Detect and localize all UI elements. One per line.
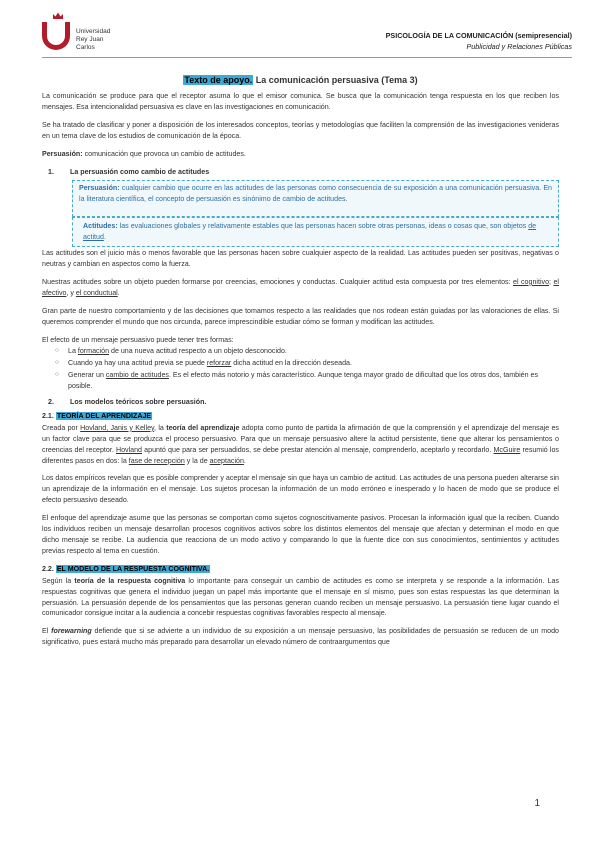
p2-end: .	[117, 288, 120, 297]
intro-paragraph-1: La comunicación se produce para que el receptor asuma lo que el emisor comunica. Se busca que la comunicación tenga respuesta en los que reciben los mensajes. Esa intencionalidad persuasiva es clave en las investigaciones en comunicación.	[42, 92, 559, 111]
crown-icon	[52, 12, 64, 20]
link-hovland-janis-kelley[interactable]: Hovland, Janis y Kelley	[80, 423, 155, 432]
p8-bold: teoría de la respuesta cognitiva	[74, 576, 186, 585]
header-divider	[42, 57, 572, 58]
paragraph-elementos	[42, 277, 559, 299]
page-number: 1	[534, 798, 540, 809]
section-number: 1.	[48, 167, 54, 176]
definition-box-persuasion	[72, 180, 559, 217]
paragraph-forewarning	[42, 626, 559, 648]
persuasion-definition	[42, 149, 559, 160]
p5-text: y la de	[184, 456, 210, 465]
list-item	[68, 370, 559, 392]
paragraph-enfoque: El enfoque del aprendizaje asume que las personas se comportan como sujetos cognoscitivamente pasivos. Procesan la información igual que la reciben. Cuando los individuos reciben un mensaje desarrollan procesos cognitivos activos sobre los distintos elementos del mensaje que afectan y determinan el modo en que dicho mensaje se recibe. La audiencia que reacciona de un modo activo y comparando lo que la fuente dice con sus conocimientos, sentimientos y actitudes previas respecto al tema en cuestión.	[42, 514, 559, 555]
p5-bold: teoría del aprendizaje	[166, 423, 240, 432]
item-text: Cuando ya hay una actitud previa se puede	[68, 359, 207, 368]
title-highlight: Texto de apoyo.	[184, 75, 253, 85]
p5-text: Creada por	[42, 423, 81, 432]
section-2-heading	[42, 397, 559, 408]
def-label: Persuasión:	[42, 149, 83, 158]
item-text: dicha actitud en la dirección deseada.	[231, 359, 352, 368]
paragraph-comportamiento: Gran parte de nuestro comportamiento y de las decisiones que tomamos respecto a las realidades que nos rodean están guiadas por las valoraciones de ellas. Si queremos comprender el mundo que nos circunda, parece imprescindible estudiar cómo se forman y modifican las actitudes.	[42, 306, 559, 326]
subsection-number: 2.1.	[42, 411, 54, 420]
p5-text: resumió los diferentes pasos en dos: la	[42, 445, 559, 465]
p8-text: lo importante para conseguir un cambio de actitudes es como se interpreta y se responde a la información. Las respuestas cognitivas que genera el individuo juegan un papel más importante que el mensaje en sí mismo, pues son estas respuestas las que determinan la persuasión. La persuasión depende de los pensamientos que las personas generan cuando reciben un mensaje persuasivo. La persuasión tiene lugar cuando el comunicador consigue incitar a la audiencia a concebir respuestas cognitivas favorables respecto al mensaje.	[42, 576, 559, 618]
subsection-2-2-heading	[42, 564, 559, 575]
p2-text: Nuestras actitudes sobre un objeto pueden formarse por creencias, emociones y conductas. Cualquier actitud esta compuesta por tres elementos:	[42, 277, 514, 286]
link-conductual[interactable]: el conductual	[75, 288, 118, 297]
subsection-number: 2.2.	[42, 564, 54, 573]
paragraph-datos-empiricos: Los datos empíricos revelan que es posible comprender y aceptar el mensaje sin que haya un cambio de actitud. Las actitudes de una persona pueden alterarse sin un aprendizaje de la información en el mensaje. Los sujetos procesan la información de un modo erróneo e inesperado y lo hacen de modo que se produce el efecto persuasivo deseado.	[42, 474, 559, 505]
effects-list	[42, 346, 559, 392]
section-title: La persuasión como cambio de actitudes	[69, 167, 210, 176]
p2-sep: ;	[549, 277, 554, 286]
subsection-title: TEORÍA DEL APRENDIZAJE	[56, 411, 152, 420]
page-title	[42, 74, 559, 86]
document-body	[42, 74, 559, 655]
box2-label: Actitudes:	[83, 222, 118, 231]
p5-text: , la	[154, 423, 167, 432]
degree-title: Publicidad y Relaciones Públicas	[466, 42, 572, 51]
box2-body: las evaluaciones globales y relativamente estables que las personas hacen sobre otras personas, ideas o cosas que, son objetos	[117, 222, 529, 231]
course-title: PSICOLOGÍA DE LA COMUNICACIÓN (semipresencial)	[385, 31, 572, 40]
paragraph-aprendizaje	[42, 423, 559, 467]
link-reforzar[interactable]: reforzar	[206, 359, 232, 368]
link-cognitivo[interactable]: el cognitivo	[513, 277, 550, 286]
box1-body: cualquier cambio que ocurre en las actitudes de las personas como consecuencia de su exposición a una comunicación persuasiva. En la literatura científica, el concepto de persuasión es sinónimo de cambio de actitudes.	[79, 184, 552, 204]
link-formacion[interactable]: formación	[77, 347, 110, 356]
intro-paragraph-2: Se ha tratado de clasificar y poner a disposición de los interesados conceptos, teorías y metodologías que faciliten la comprensión de las investigaciones venideras en un tema clave de los estudios de comunicación de la época.	[42, 120, 559, 140]
title-rest: La comunicación persuasiva (Tema 3)	[253, 75, 418, 85]
university-logo	[42, 12, 132, 52]
p9-emphasis: forewarning	[51, 627, 92, 636]
p5-text: apuntó que para ser persuadidos, se debe prestar atención al mensaje, comprenderlo, aceptarlo y recordarlo.	[142, 445, 494, 454]
box2-link[interactable]: de actitud	[83, 222, 537, 242]
box1-label: Persuasión:	[79, 184, 120, 193]
p5-text: adopta como punto de partida la afirmación de que la comprensión y el aprendizaje del mensaje es un factor clave para que se produzca el proceso persuasivo. Para que un mensaje persuasivo altere la actitud persistente, tiene que alterar los pensamientos o creencias del receptor.	[42, 423, 559, 454]
subsection-2-1-heading	[42, 411, 559, 422]
box1-text	[79, 183, 552, 205]
p8-text: Según la	[42, 576, 75, 585]
link-hovland[interactable]: Hovland	[115, 445, 142, 454]
p5-text: .	[243, 456, 246, 465]
item-text: La	[68, 347, 78, 356]
box2-text	[83, 221, 552, 243]
paragraph-efecto: El efecto de un mensaje persuasivo puede tener tres formas:	[42, 335, 234, 344]
item-text: . Es el efecto más notorio y más característico. Aunque tenga mayor grado de dificultad que los otros dos, también es posible.	[68, 371, 539, 391]
link-cambio-actitudes[interactable]: cambio de actitudes	[105, 371, 169, 380]
def-text: comunicación que provoca un cambio de actitudes.	[82, 149, 246, 158]
logo-u-mark	[42, 22, 70, 50]
item-text: Generar un	[68, 371, 106, 380]
section-title: Los modelos teóricos sobre persuasión.	[69, 398, 207, 407]
p2-sep: , y	[66, 288, 76, 297]
p9-text: El	[42, 627, 52, 636]
logo-text: Universidad Rey Juan Carlos	[76, 28, 111, 51]
box2-end: .	[103, 233, 106, 242]
subsection-title: EL MODELO DE LA RESPUESTA COGNITIVA.	[56, 564, 210, 573]
header-course-info	[386, 30, 572, 52]
list-item	[68, 358, 559, 369]
section-1-heading	[42, 167, 559, 178]
link-afectivo[interactable]: el afectivo	[42, 277, 559, 297]
item-text: de una nueva actitud respecto a un objeto desconocido.	[109, 347, 287, 356]
list-item	[68, 346, 559, 357]
section-number: 2.	[48, 398, 54, 407]
link-aceptacion[interactable]: aceptación	[209, 456, 244, 465]
link-mcguire[interactable]: McGuire	[493, 445, 521, 454]
p9-text: defiende que si se advierte a un individuo de su exposición a un mensaje persuasivo, las posibilidades de persuasión se reducen de un modo significativo, pues estará mucho más preparado para desarrollar un elevado número de contraargumentos que	[42, 627, 560, 647]
link-fase-recepcion[interactable]: fase de recepción	[128, 456, 185, 465]
paragraph-respuesta-cognitiva	[42, 576, 559, 620]
definition-box-actitudes	[72, 217, 559, 247]
paragraph-actitudes: Las actitudes son el juicio más o menos favorable que las personas hacen sobre cualquier aspecto de la realidad. Las actitudes pueden ser positivas, negativas o neutras y cambian en aspectos como la fuerza.	[42, 249, 559, 268]
